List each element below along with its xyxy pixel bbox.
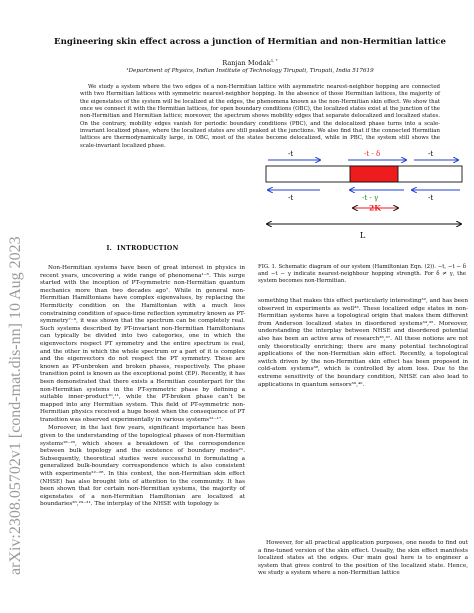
label-length: L bbox=[360, 231, 366, 240]
arxiv-stamp-text: arXiv:2308.05702v1 [cond-mat.dis-nn] 10 Aug 2023 bbox=[7, 236, 24, 575]
label-top-left: -t bbox=[288, 150, 294, 158]
intro-paragraph-1: Non-Hermitian systems have been of great interest in physics in recent years, uncovering a wide range of phenomena¹⁻⁶. This surge started with the inception of PT-symmetric non-Hermitian quantum mechanics more than two decades ago⁷. While in general non-Hermitian Hamiltonians have complex eigenvalues, by replacing the Hermiticity condition on the Hamiltonian with a much less constraining condition of space-time reflection symmetry known as PT-symmetry⁷⁻⁹, it was shown that the spectrum can be completely real. Such systems described by PT-invariant non-Hermitian Hamiltonians can typically be divided into two categories, one in which the eigenvectors respect PT symmetry and the entire spectrum is real, and the other in which the whole spectrum or a part of it is complex and the eigenvectors do not respect the PT symmetry. These are known as PT-unbroken and broken phases, respectively. The phase transition point is known as the exceptional point (EP). Recently, it has been demonstrated that there exists a Hermitian counterpart for the non-Hermitian systems in the PT-symmetric phase by defining a suitable inner-product¹⁰,¹¹, while the PT-broken phase can’t be mapped into any Hermitian system. This field of PT-symmetric non-Hermitian physics received a huge boost when the consequence of PT transition was observed experimentally in various systems¹²⁻¹⁷. bbox=[40, 265, 245, 423]
intro-paragraph-2: Moreover, in the last few years, significant importance has been given to the understanding of the topological phases of non-Hermitian systems¹⁸⁻²⁰, which shows a breakdown of the correspondence between bulk topology and the existence of boundary modes²¹. Subsequently, theoretical studies were successful in formulating a generalized bulk-boundary correspondence which is also consistent with experiments²²⁻²⁸. In this context, the non-Hermitian skin effect (NHSE) has also brought lots of attention to the community. It has been shown that for certain non-Hermitian systems, the majority of eigenstates of a non-Hermitian Hamiltonian are localized at boundaries²⁶,²⁹⁻³¹. The interplay of the NHSE with topology is bbox=[40, 425, 245, 508]
paper-title: Engineering skin effect across a junction of Hermitian and non-Hermitian lattice bbox=[54, 37, 446, 47]
caption-text: Schematic diagram of our system (Hamiltonian Eqn. (2)). −t, −t − δ and −t − γ indicate nearest-neighbour hopping strength. For δ ≠ γ, the system becomes non-Hermitian. bbox=[258, 264, 466, 284]
arxiv-stamp bbox=[4, 40, 26, 580]
right-column-bottom bbox=[258, 540, 468, 578]
label-top-mid: -t - δ bbox=[364, 150, 381, 158]
schematic-diagram bbox=[258, 146, 468, 266]
label-bot-right: -t bbox=[428, 194, 434, 202]
author-marks: 1, * bbox=[270, 58, 278, 63]
author-name: Ranjan Modak bbox=[222, 59, 271, 68]
section-title: INTRODUCTION bbox=[117, 245, 179, 252]
non-hermitian-region bbox=[350, 166, 398, 182]
right-paragraph-2: However, for all practical application purposes, one needs to find out a fine-tuned version of the skin effect. Usually, the skin effect manifests localized states at the edges. Our main goal here is to engineer a system that gives control to the position of the localized state. Hence, we study a system where a non-Hermitian lattice bbox=[258, 540, 468, 577]
affiliation: ¹Department of Physics, Indian Institute of Technology Tirupati, Tirupati, India 517619 bbox=[126, 68, 374, 74]
right-paragraph-1: something that makes this effect particularly interesting³², and has been observed in experiments as well³³. These localized edge states in non-Hermitian systems have a topological origin that makes them different from Anderson localized states in disordered systems³⁴,³⁵. Moreover, understanding the interplay between NHSE and disordered potential also has been an active area of research³⁶,³⁷. All these notions are not only theoretically enriching; there are many potential technological applications of the non-Hermitian skin effect. Recently, a topological switch driven by the non-Hermitian skin effect has been proposed in cold-atom systems³⁸, which is controlled by atom loss. Due to the extreme sensitivity of the boundary condition, NHSE can also lead to applications in quantum sensors³⁹,⁴⁰. bbox=[258, 298, 468, 388]
label-two-k: 2K bbox=[369, 203, 381, 213]
author-line bbox=[40, 58, 460, 67]
label-top-right: -t bbox=[428, 150, 434, 158]
figure-caption bbox=[258, 264, 466, 285]
label-bot-left: -t bbox=[288, 194, 294, 202]
caption-label: FIG. 1. bbox=[258, 264, 277, 270]
abstract-text: We study a system where the two edges of a non-Hermitian lattice with asymmetric nearest-neighbor hopping are connected with two Hermitian lattices with symmetric nearest-neighbor hopping. In the absence of those Hermitian lattices, the majority of the eigenstates of the system will be localized at the edges, the phenomena known as the non-Hermitian skin effect. We show that once we connect it with the Hermitian lattices, for open boundary conditions (OBC), the localized states exist at the junction of the non-Hermitian and Hermitian lattice; moreover, the spectrum shows mobility edges that separate delocalized and localized states. On the contrary, mobility edges vanish for periodic boundary conditions (PBC), and the delocalized phase turns into a scale-invariant localized phase, where the localized states are still peaked at the junctions. We also find that if the connected Hermitian lattices are thermodynamically large, in OBC, most of the states become delocalized, while in PBC, the system still shows the scale-invariant localized phase. bbox=[80, 84, 440, 149]
left-column bbox=[40, 265, 245, 509]
section-number: I. bbox=[106, 245, 113, 252]
label-bot-mid: -t - γ bbox=[362, 194, 379, 202]
section-heading bbox=[40, 245, 245, 252]
abstract bbox=[80, 84, 440, 150]
right-column-top bbox=[258, 298, 468, 389]
